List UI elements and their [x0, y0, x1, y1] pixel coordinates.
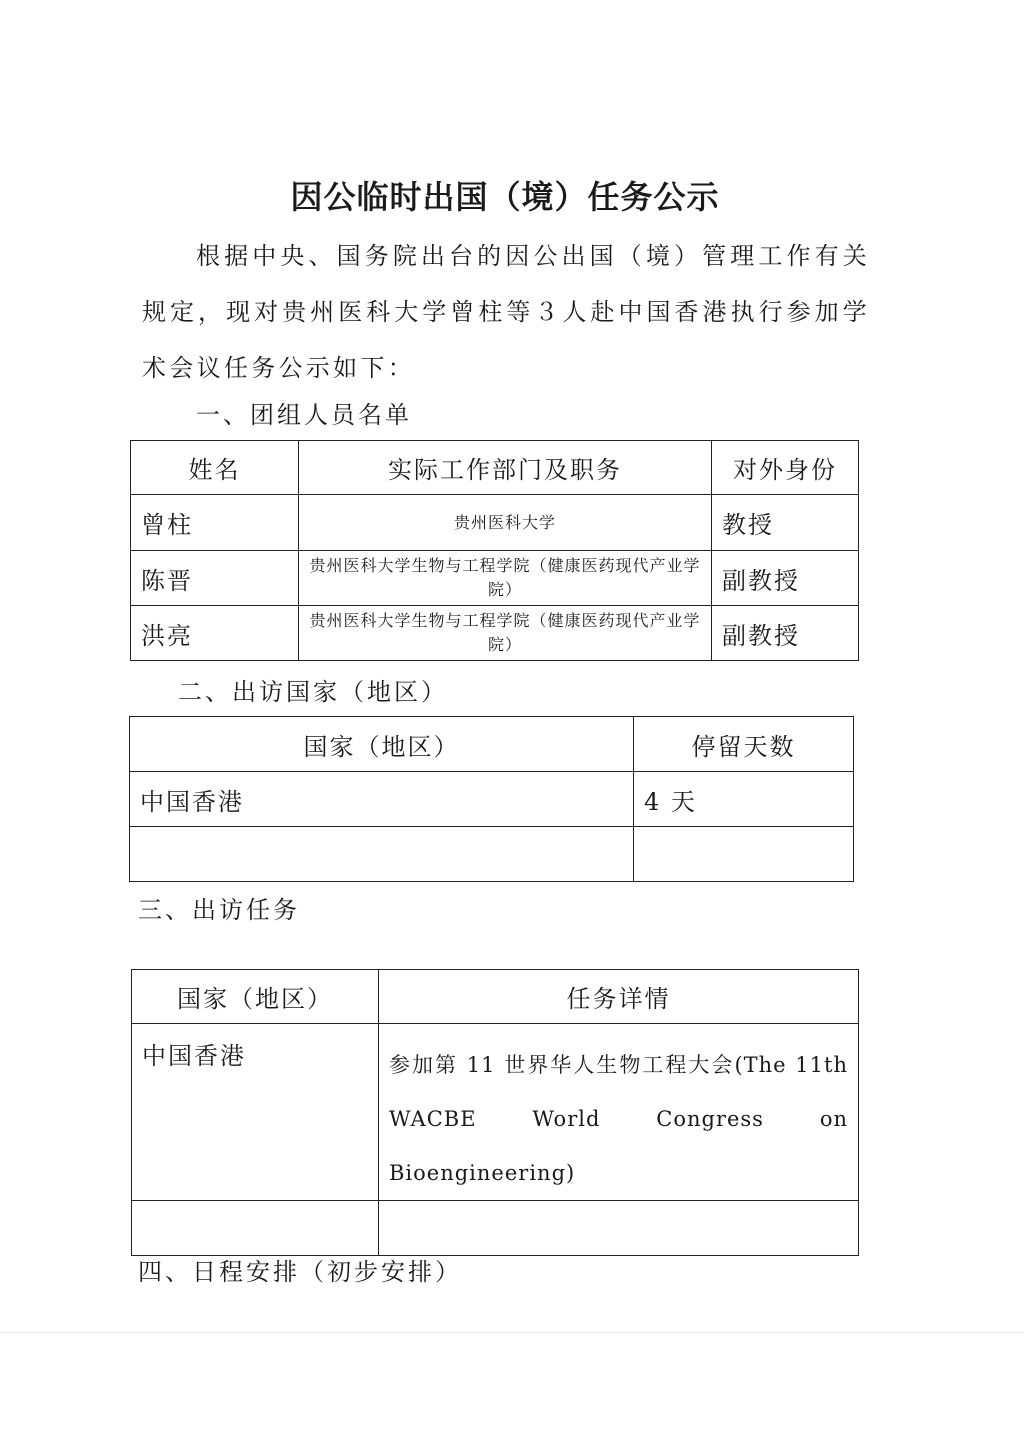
table-row: [131, 551, 859, 606]
table-row: [131, 606, 859, 661]
section-heading-schedule: 四、日程安排（初步安排）: [138, 1258, 462, 1286]
members-table: [130, 440, 859, 661]
section-heading-members: 一、团组人员名单: [196, 401, 412, 429]
page-edge-divider: [0, 1332, 1024, 1333]
days-cell: [634, 827, 854, 882]
member-role: 教授: [712, 495, 859, 551]
header-task-country: 国家（地区）: [132, 970, 379, 1024]
member-role: 副教授: [712, 551, 859, 606]
task-country-cell: 中国香港: [132, 1024, 379, 1201]
section-heading-task: 三、出访任务: [138, 896, 300, 924]
member-name: 洪亮: [131, 606, 299, 661]
table-row: [131, 495, 859, 551]
country-header-row: [130, 717, 854, 772]
member-name: 陈晋: [131, 551, 299, 606]
header-name: 姓名: [131, 441, 299, 495]
task-header-row: [132, 970, 859, 1024]
member-role: 副教授: [712, 606, 859, 661]
task-detail-cell: [379, 1201, 859, 1256]
table-row: [130, 772, 854, 827]
header-days: 停留天数: [634, 717, 854, 772]
table-row: [132, 1024, 859, 1201]
intro-paragraph: 根据中央、国务院出台的因公出国（境）管理工作有关规定，现对贵州医科大学曾柱等３人赴中国香港执行参加学术会议任务公示如下：: [142, 242, 870, 382]
page-title: 因公临时出国（境）任务公示: [290, 178, 720, 216]
member-dept: 贵州医科大学: [299, 495, 712, 551]
member-dept: 贵州医科大学生物与工程学院（健康医药现代产业学院）: [299, 551, 712, 606]
days-cell: 4 天: [634, 772, 854, 827]
country-cell: 中国香港: [130, 772, 634, 827]
header-role: 对外身份: [712, 441, 859, 495]
country-table: [129, 716, 854, 882]
header-country: 国家（地区）: [130, 717, 634, 772]
member-dept: 贵州医科大学生物与工程学院（健康医药现代产业学院）: [299, 606, 712, 661]
task-detail-cell: 参加第 11 世界华人生物工程大会(The 11th WACBE World Congress on Bioengineering): [379, 1024, 859, 1201]
country-cell: [130, 827, 634, 882]
task-table: [131, 969, 859, 1256]
member-name: 曾柱: [131, 495, 299, 551]
header-dept: 实际工作部门及职务: [299, 441, 712, 495]
table-row: [130, 827, 854, 882]
members-header-row: [131, 441, 859, 495]
header-task-detail: 任务详情: [379, 970, 859, 1024]
task-country-cell: [132, 1201, 379, 1256]
section-heading-country: 二、出访国家（地区）: [178, 678, 448, 706]
table-row: [132, 1201, 859, 1256]
